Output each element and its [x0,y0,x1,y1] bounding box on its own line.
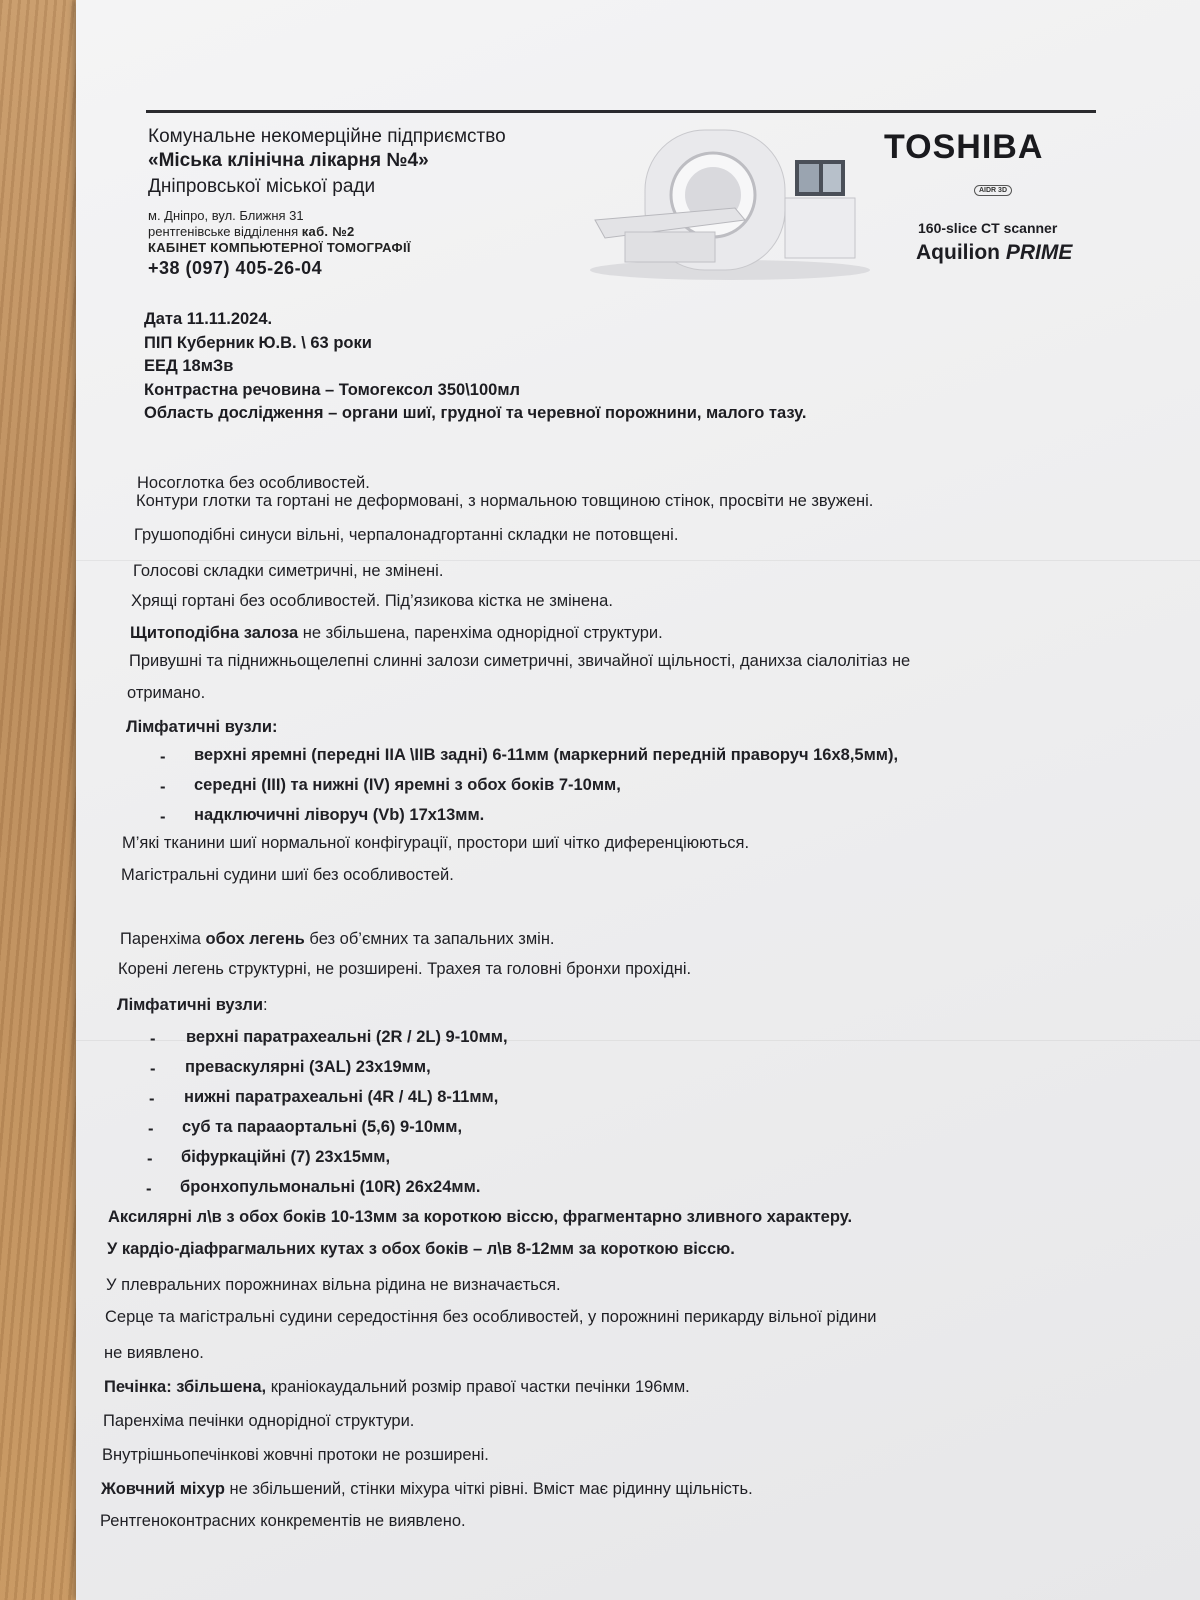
report-line: Внутрішньопечінкові жовчні протоки не розширені. [102,1446,489,1464]
address-line: м. Дніпро, вул. Ближня 31 [148,208,304,223]
report-line [104,1378,690,1397]
ct-cabinet-line: КАБІНЕТ КОМПЬЮТЕРНОЇ ТОМОГРАФІЇ [148,240,411,255]
thyroid-label: Щитоподібна залоза [130,624,299,642]
lungs-label: обох легень [205,930,305,948]
bullet-dash: - [150,1030,156,1048]
lymph-nodes-label: Лімфатичні вузли [117,996,264,1014]
gallbladder-label: Жовчний міхур [101,1480,225,1498]
thyroid-text: не збільшена, паренхіма однорідної структури. [298,624,663,642]
report-line: отримано. [127,684,206,702]
lymph-nodes-heading [117,996,268,1015]
lymph-node-item: середні (III) та нижні (IV) яремні з обох боків 7-10мм, [194,776,621,794]
report-line: Грушоподібні синуси вільні, черпалонадгортанні складки не потовщені. [134,526,679,544]
report-line: Серце та магістральні судини середостіння без особливостей, у порожнині перикарду вільної рідини [105,1308,877,1326]
scanner-spec: 160-slice CT scanner [918,220,1058,236]
lymph-node-item: надключичні ліворуч (Vb) 17х13мм. [194,806,485,824]
bullet-dash: - [150,1060,156,1078]
lymph-nodes-heading: Лімфатичні вузли: [126,718,278,736]
bullet-dash: - [149,1090,155,1108]
report-line: Контури глотки та гортані не деформовані, з нормальною товщиною стінок, просвіти не звужені. [136,492,874,510]
report-line [101,1480,753,1499]
report-line: М’які тканини шиї нормальної конфігурації, простори шиї чітко диференціюються. [122,834,750,852]
liver-label: Печінка: збільшена, [104,1378,267,1396]
bullet-dash: - [146,1180,152,1198]
lymph-node-item: верхні яремні (передні IIA \IIB задні) 6-11мм (маркерний передній праворуч 16х8,5мм), [194,746,899,764]
lymph-node-item: біфуркаційні (7) 23х15мм, [181,1148,391,1166]
model-suffix: PRIME [1005,241,1073,264]
bullet-dash: - [160,808,166,826]
contrast-agent: Контрастна речовина – Томогексол 350\100мл [144,380,521,399]
report-line: Хрящі гортані без особливостей. Під’язикова кістка не змінена. [131,592,613,610]
report-line: Корені легень структурні, не розширені. Трахея та головні бронхи прохідні. [118,960,692,978]
report-line: Голосові складки симетричні, не змінені. [133,562,444,580]
gallbladder-text: не збільшений, стінки міхура чіткі рівні. Вміст має рідинну щільність. [224,1480,753,1498]
org-line-3: Дніпровської міської ради [148,176,376,197]
lymph-node-item: бронхопульмональні (10R) 26х24мм. [180,1178,481,1196]
exam-date: Дата 11.11.2024. [144,310,273,328]
lungs-prefix: Паренхіма [120,930,206,948]
report-line: У кардіо-діафрагмальних кутах з обох боків – л\в 8-12мм за короткою віссю. [107,1240,735,1258]
phone-number: +38 (097) 405-26-04 [148,258,323,278]
lymph-nodes-colon: : [263,996,268,1014]
liver-text: краніокаудальний розмір правої частки печінки 196мм. [266,1378,690,1396]
report-line: У плевральних порожнинах вільна рідина не визначається. [106,1276,561,1294]
toshiba-logo: TOSHIBA [884,128,1044,166]
bullet-dash: - [147,1150,153,1168]
report-line [120,930,555,949]
lymph-node-item: преваскулярні (3AL) 23х19мм, [185,1058,431,1076]
report-line: не виявлено. [104,1344,204,1362]
study-area: Область дослідження – органи шиї, грудної та черевної порожнини, малого тазу. [144,404,807,422]
bullet-dash: - [148,1120,154,1138]
department-text: рентгенівське відділення [148,224,302,239]
lymph-node-item: верхні паратрахеальні (2R / 2L) 9-10мм, [186,1028,508,1046]
report-line: Привушні та піднижньощелепні слинні залози симетричні, звичайної щільності, данихза сіалолітіаз не [129,652,911,670]
report-line: Носоглотка без особливостей. [137,474,370,492]
room-number: каб. №2 [301,224,355,239]
org-line-2: «Міська клінічна лікарня №4» [148,150,429,171]
aidr-badge: AIDR 3D [974,185,1012,196]
report-line [130,624,663,643]
bullet-dash: - [160,748,166,766]
org-line-1: Комунальне некомерційне підприємство [148,126,506,147]
report-line: Рентгеноконтрасних конкрементів не виявлено. [100,1512,466,1530]
effective-dose: ЕЕД 18мЗв [144,357,234,375]
lymph-node-item: суб та парааортальні (5,6) 9-10мм, [182,1118,463,1136]
model-name: Aquilion [916,241,1000,264]
report-line: Магістральні судини шиї без особливостей. [121,866,454,884]
lungs-text: без об’ємних та запальних змін. [304,930,555,948]
lymph-node-item: нижні паратрахеальні (4R / 4L) 8-11мм, [184,1088,499,1106]
report-line: Аксилярні л\в з обох боків 10-13мм за короткою віссю, фрагментарно зливного характеру. [108,1208,853,1226]
report-line: Паренхіма печінки однорідної структури. [103,1412,415,1430]
bullet-dash: - [160,778,166,796]
patient-name: ПІП Куберник Ю.В. \ 63 роки [144,333,372,352]
